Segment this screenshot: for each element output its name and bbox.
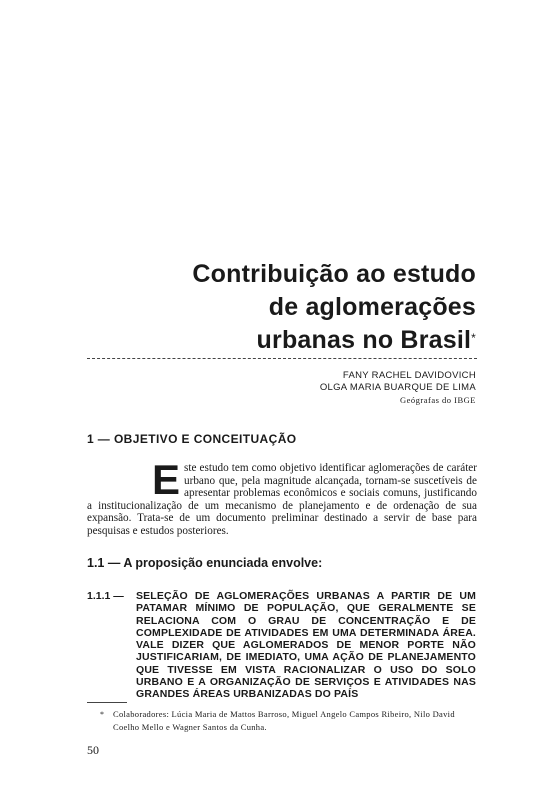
title-line-3 [192, 324, 476, 357]
title-footnote-marker: * [471, 331, 476, 345]
list-item-text: SELEÇÃO DE AGLOMERAÇÕES URBANAS A PARTIR DE UM PATAMAR MÍNIMO DE POPULAÇÃO, QUE GERALMENTE SE RELACIONA COM O GRAU DE CONCENTRAÇÃO E DE COMPLEXIDADE DE ATIVIDADES EM UMA DETERMINADA ÁREA. VALE DIZER QUE AGLOMERADOS DE MENOR PORTE NÃO JUSTIFICARIAM, DE IMEDIATO, UMA AÇÃO DE PLANEJAMENTO QUE TIVESSE EM VISTA RACIONALIZAR O USO DO SOLO URBANO E A ORGANIZAÇÃO DE SERVIÇOS E ATIVIDADES NAS GRANDES ÁREAS URBANIZADAS DO PAÍS [136, 590, 476, 701]
article-title [192, 258, 476, 357]
author-affiliation: Geógrafas do IBGE [399, 395, 476, 405]
drop-cap: E [152, 456, 181, 503]
title-line-2: de aglomerações [268, 293, 476, 321]
author-block [320, 370, 476, 406]
title-divider [87, 358, 477, 359]
footnote-marker: * [100, 710, 105, 719]
intro-paragraph [87, 456, 477, 538]
title-line-3-text: urbanas no Brasil [256, 326, 472, 354]
intro-paragraph-text: ste estudo tem como objetivo identificar aglomerações de caráter urbano que, pela magnitude alcançada, tornam-se suscetíveis de apresentar problemas econômicos e sociais comuns, justificando a institucionalização de um mecanismo de planejamento e de ordenação de sua expansão. Trata-se de um documento preliminar destinado a servir de base para pesquisas e estudos posteriores. [87, 462, 477, 537]
footnote [100, 708, 481, 734]
author-name-2: OLGA MARIA BUARQUE DE LIMA [319, 382, 476, 393]
footnote-text: Colaboradores: Lúcia Maria de Mattos Barroso, Miguel Angelo Campos Ribeiro, Nilo David Coelho Mello e Wagner Santos da Cunha. [113, 709, 455, 732]
title-line-1: Contribuição ao estudo [192, 260, 476, 288]
footnote-divider [87, 702, 127, 703]
subsection-heading: 1.1 — A proposição enunciada envolve: [87, 556, 323, 570]
author-name-1: FANY RACHEL DAVIDOVICH [342, 370, 476, 381]
page-number: 50 [87, 743, 99, 757]
list-item-number: 1.1.1 — [87, 590, 124, 602]
section-heading: 1 — OBJETIVO E CONCEITUAÇÃO [87, 432, 297, 446]
